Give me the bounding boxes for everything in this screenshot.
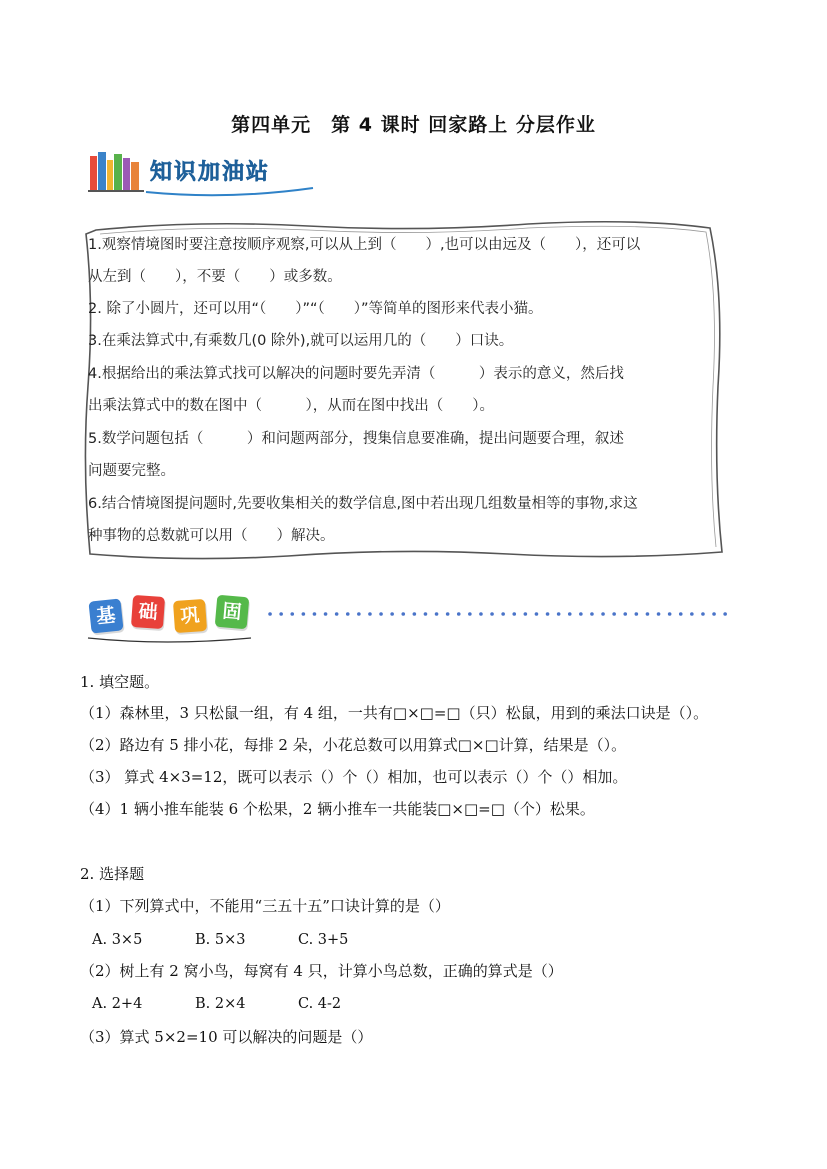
question-item: （2）路边有 5 排小花，每排 2 朵，小花总数可以用算式□×□计算，结果是（）。 (80, 736, 627, 754)
banner-tile: 巩 (173, 599, 207, 633)
knowledge-line: 从左到（ ），不要（ ）或多数。 (88, 269, 342, 285)
question-item: （3）算式 5×2=10 可以解决的问题是（） (80, 1028, 373, 1046)
option-b: B. 5×3 (195, 932, 246, 948)
question-item: （1）森林里，3 只松鼠一组，有 4 组，一共有□×□=□（只）松鼠，用到的乘法口诀是（）。 (80, 704, 709, 722)
banner-tile: 固 (215, 595, 250, 630)
knowledge-line: 6.结合情境图提问题时,先要收集相关的数学信息,图中若出现几组数量相等的事物,求这 (88, 496, 638, 512)
banner-dotted-line (268, 611, 738, 617)
page-title: 第四单元 第 4 课时 回家路上 分层作业 (231, 114, 596, 136)
option-c: C. 3+5 (298, 932, 349, 948)
option-c: C. 4-2 (298, 996, 342, 1012)
question-heading: 1. 填空题。 (80, 673, 160, 691)
option-a: A. 3×5 (92, 932, 143, 948)
question-heading: 2. 选择题 (80, 865, 145, 883)
banner-underline (86, 634, 256, 646)
knowledge-line: 4.根据给出的乘法算式找可以解决的问题时要先弄清（ ）表示的意义，然后找 (88, 366, 624, 382)
knowledge-line: 1.观察情境图时要注意按顺序观察,可以从上到（ ）,也可以由远及（ ），还可以 (88, 237, 641, 253)
banner-tile: 基 (88, 598, 123, 633)
knowledge-line: 5.数学问题包括（ ）和问题两部分，搜集信息要准确，提出问题要合理，叙述 (88, 431, 624, 447)
question-item: （3） 算式 4×3=12，既可以表示（）个（）相加，也可以表示（）个（）相加。 (80, 768, 628, 786)
question-item: （2）树上有 2 窝小鸟，每窝有 4 只，计算小鸟总数，正确的算式是（） (80, 962, 563, 980)
knowledge-line: 2. 除了小圆片，还可以用“（ ）”“（ ）”等简单的图形来代表小猫。 (88, 301, 543, 317)
question-item: （4）1 辆小推车能装 6 个松果，2 辆小推车一共能装□×□=□（个）松果。 (80, 800, 595, 818)
knowledge-line: 出乘法算式中的数在图中（ ），从而在图中找出（ ）。 (88, 398, 494, 414)
knowledge-line: 种事物的总数就可以用（ ）解决。 (88, 528, 335, 544)
knowledge-line: 问题要完整。 (88, 463, 175, 479)
question-item: （1）下列算式中，不能用“三五十五”口诀计算的是（） (80, 897, 450, 915)
option-a: A. 2+4 (92, 996, 143, 1012)
banner-tile: 础 (131, 595, 165, 629)
knowledge-line: 3.在乘法算式中,有乘数几(0 除外),就可以运用几的（ ）口诀。 (88, 333, 514, 349)
option-b: B. 2×4 (195, 996, 246, 1012)
knowledge-banner-title: 知识加油站 (150, 160, 271, 185)
